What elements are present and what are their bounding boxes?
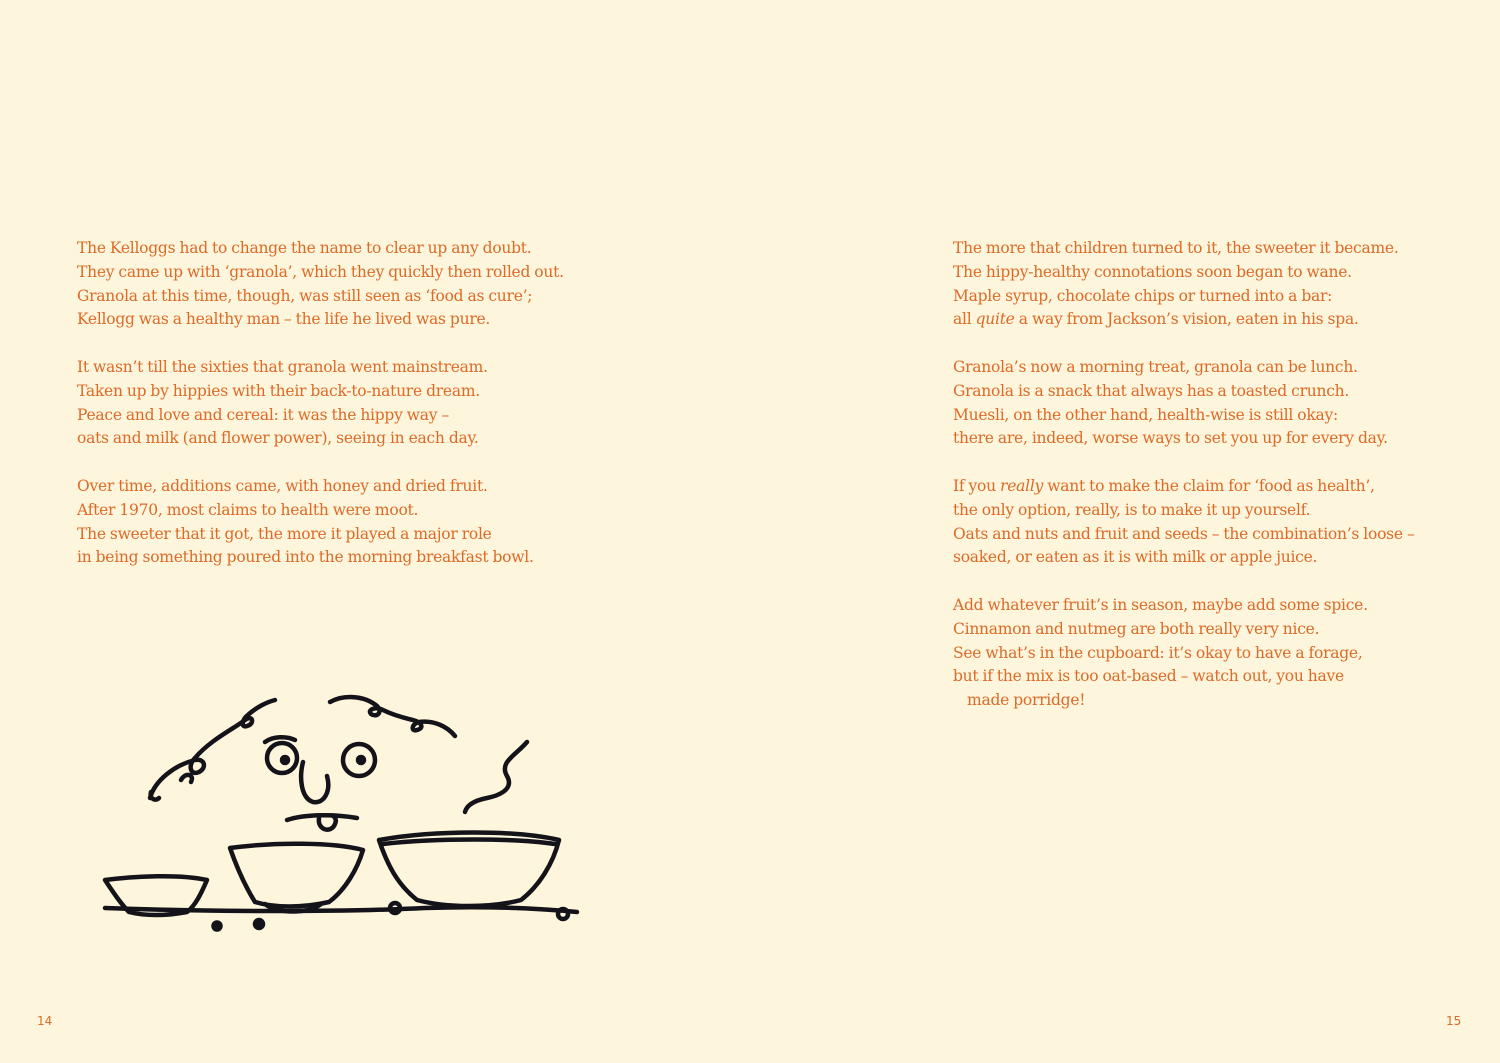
nose bbox=[301, 762, 328, 802]
poem-line: The sweeter that it got, the more it played a major role bbox=[77, 524, 492, 543]
poem-line bbox=[953, 308, 1414, 332]
poem-emphasis: really bbox=[1000, 476, 1044, 495]
poem-line-continuation: made porridge! bbox=[967, 691, 1086, 710]
poem-line: Peace and love and cereal: it was the hippy way – bbox=[77, 405, 449, 424]
left-pupil bbox=[282, 757, 288, 763]
poem-fragment: If you bbox=[953, 476, 1001, 495]
poem-line: but if the mix is too oat-based – watch out, you have bbox=[953, 667, 1344, 686]
steam bbox=[465, 742, 527, 812]
hair-right-curl bbox=[330, 697, 455, 736]
page-number-left: 14 bbox=[37, 1014, 53, 1028]
poem-line: The Kelloggs had to change the name to clear up any doubt. bbox=[77, 239, 532, 257]
right-page bbox=[750, 0, 1500, 1063]
poem-fragment: want to make the claim for ‘food as health’, bbox=[1043, 476, 1375, 495]
poem-line: Granola at this time, though, was still seen as ‘food as cure’; bbox=[77, 286, 533, 305]
poem-line: See what’s in the cupboard: it’s okay to have a forage, bbox=[953, 643, 1363, 662]
right-stanza-2 bbox=[953, 356, 1414, 451]
right-stanza-3 bbox=[953, 475, 1414, 570]
poem-line: It wasn’t till the sixties that granola went mainstream. bbox=[77, 357, 488, 376]
page-number-right: 15 bbox=[1446, 1014, 1462, 1028]
poem-line: in being something poured into the morning breakfast bowl. bbox=[77, 548, 534, 567]
mouth bbox=[287, 815, 357, 820]
poem-line: Cinnamon and nutmeg are both really very nice. bbox=[953, 619, 1320, 638]
hair-left-loop bbox=[181, 775, 192, 782]
poem-emphasis: quite bbox=[975, 310, 1015, 329]
poem-line: Maple syrup, chocolate chips or turned into a bar: bbox=[953, 286, 1333, 305]
hair-left-curl-2 bbox=[151, 792, 159, 800]
poem-line: oats and milk (and flower power), seeing in each day. bbox=[77, 429, 479, 448]
poem-line: The more that children turned to it, the sweeter it became. bbox=[953, 239, 1399, 257]
table-dot-4 bbox=[558, 909, 568, 919]
poem-line: The hippy-healthy connotations soon began to wane. bbox=[953, 262, 1352, 281]
right-stanza-1 bbox=[953, 237, 1414, 332]
poem-fragment: all bbox=[953, 310, 976, 329]
right-pupil bbox=[358, 757, 364, 763]
table-dot-2 bbox=[255, 920, 263, 928]
poem-line bbox=[953, 475, 1414, 499]
granola-bowls-illustration bbox=[95, 680, 595, 945]
hair-left-curl bbox=[150, 700, 275, 798]
right-bowl-rim bbox=[383, 840, 555, 845]
poem-line: the only option, really, is to make it up yourself. bbox=[953, 500, 1311, 519]
left-stanza-1 bbox=[77, 237, 564, 332]
poem-line: Oats and nuts and fruit and seeds – the combination’s loose – bbox=[953, 524, 1415, 543]
center-bowl bbox=[230, 844, 363, 907]
right-poem bbox=[953, 237, 1414, 737]
poem-line: Kellogg was a healthy man – the life he lived was pure. bbox=[77, 310, 491, 329]
left-poem bbox=[77, 237, 564, 594]
poem-fragment: a way from Jackson’s vision, eaten in his spa. bbox=[1014, 310, 1359, 329]
poem-line: Over time, additions came, with honey and dried fruit. bbox=[77, 476, 488, 495]
right-stanza-4 bbox=[953, 594, 1414, 713]
poem-line: Muesli, on the other hand, health-wise is still okay: bbox=[953, 405, 1338, 424]
table-dot-1 bbox=[214, 923, 221, 930]
poem-line: Add whatever fruit’s in season, maybe add some spice. bbox=[953, 595, 1368, 614]
poem-line: there are, indeed, worse ways to set you up for every day. bbox=[953, 429, 1388, 448]
table-line bbox=[105, 907, 577, 912]
poem-line: Granola’s now a morning treat, granola can be lunch. bbox=[953, 357, 1358, 376]
left-stanza-3 bbox=[77, 475, 564, 570]
poem-line: After 1970, most claims to health were moot. bbox=[77, 500, 419, 519]
poem-line: Granola is a snack that always has a toasted crunch. bbox=[953, 381, 1350, 400]
left-stanza-2 bbox=[77, 356, 564, 451]
poem-line: Taken up by hippies with their back-to-nature dream. bbox=[77, 381, 480, 400]
poem-line: They came up with ‘granola’, which they quickly then rolled out. bbox=[77, 262, 564, 281]
tongue bbox=[319, 816, 336, 830]
poem-line: soaked, or eaten as it is with milk or apple juice. bbox=[953, 548, 1318, 567]
